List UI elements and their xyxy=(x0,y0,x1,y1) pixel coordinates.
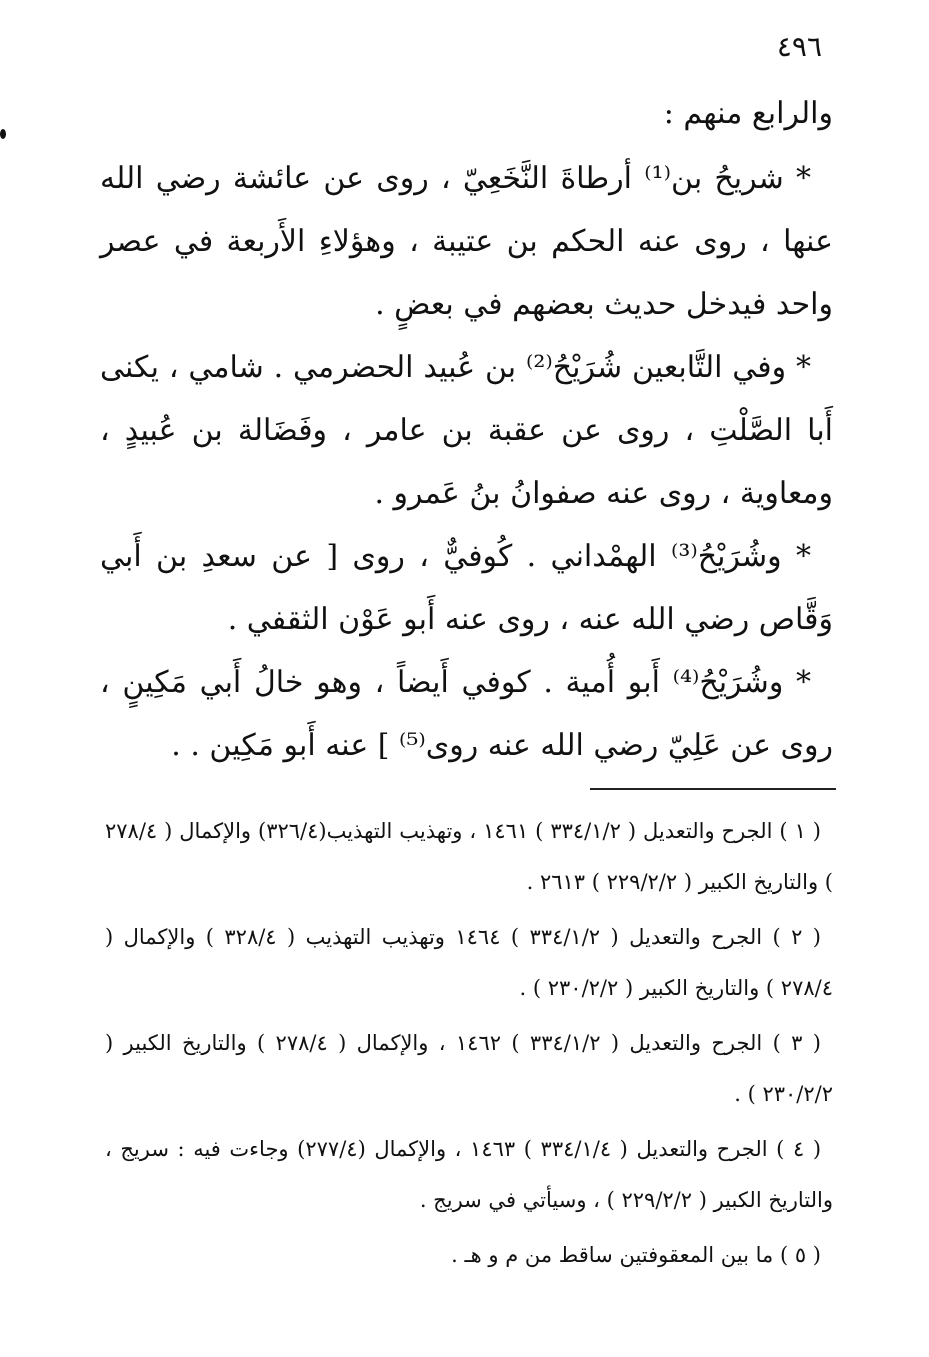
narrator-entry-1: * شريحُ بن⁽¹⁾ أرطاةَ النَّخَعِيّ ، روى عن عائشة رضي الله عنها ، روى عنه الحكم بن عتيبة ، وهؤلاءِ الأَربعة في عصر واحد فيدخل حديث بعضهم في بعضٍ . xyxy=(100,161,833,322)
footnote-separator xyxy=(590,788,836,790)
footnote-4: ( ٤ ) الجرح والتعديل ( ٣٣٤/١/٤ ) ١٤٦٣ ، والإكمال (٢٧٧/٤) وجاءت فيه : سريج ، والتاريخ الكبير ( ٢٢٩/٢/٢ ) ، وسيأتي في سريج . xyxy=(105,1137,833,1212)
footnote-5: ( ٥ ) ما بين المعقوفتين ساقط من م و هـ . xyxy=(451,1243,821,1267)
main-text-block xyxy=(100,82,833,777)
footnote-2: ( ٢ ) الجرح والتعديل ( ٣٣٤/١/٢ ) ١٤٦٤ وتهذيب التهذيب ( ٣٢٨/٤ ) والإكمال ( ٢٧٨/٤ ) والتاريخ الكبير ( ٢٣٠/٢/٢ ) . xyxy=(105,925,833,1000)
page-number: ٤٩٦ xyxy=(776,30,822,63)
narrator-entry-2: * وفي التَّابعين شُرَيْحُ⁽²⁾ بن عُبيد الحضرمي . شامي ، يكنى أَبا الصَّلْتِ ، روى عن عقبة بن عامر ، وفَضَالة بن عُبيدٍ ، ومعاوية ، روى عنه صفوانُ بنُ عَمرو . xyxy=(100,350,833,511)
footnote-3: ( ٣ ) الجرح والتعديل ( ٣٣٤/١/٢ ) ١٤٦٢ ، والإكمال ( ٢٧٨/٤ ) والتاريخ الكبير ( ٢٣٠/٢/٢ ) . xyxy=(105,1031,833,1106)
footnotes-block xyxy=(105,806,833,1285)
narrator-entry-4: * وشُرَيْحُ⁽⁴⁾ أَبو أُمية . كوفي أَيضاً ، وهو خالُ أَبي مَكِينٍ ، روى عن عَلِيّ رضي الله عنه روى⁽⁵⁾ ] عنه أَبو مَكِين . . xyxy=(100,665,833,763)
footnote-1: ( ١ ) الجرح والتعديل ( ٣٣٤/١/٢ ) ١٤٦١ ، وتهذيب التهذيب(٣٢٦/٤) والإكمال ( ٢٧٨/٤ ) والتاريخ الكبير ( ٢٢٩/٢/٢ ) ٢٦١٣ . xyxy=(105,819,833,894)
narrator-entry-3: * وشُرَيْحُ⁽³⁾ الهمْداني . كُوفيٌّ ، روى [ عن سعدِ بن أَبي وَقَّاص رضي الله عنه ، روى عنه أَبو عَوْن الثقفي . xyxy=(100,539,833,637)
scan-mark xyxy=(0,129,6,139)
section-heading: والرابع منهم : xyxy=(663,96,833,131)
